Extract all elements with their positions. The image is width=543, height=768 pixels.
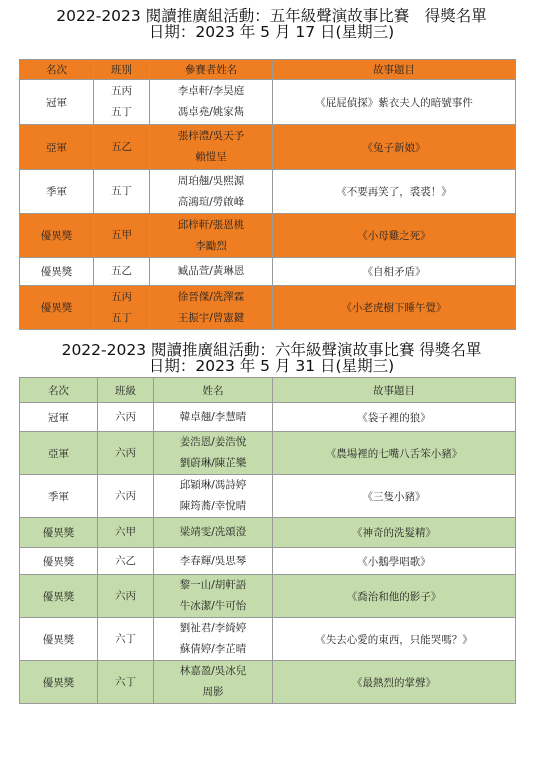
participants-cell xyxy=(154,618,273,661)
participant-names: 李勵烈 xyxy=(195,239,227,252)
class-cell xyxy=(98,575,154,618)
rank-cell: 亞軍 xyxy=(20,125,94,170)
class-cell xyxy=(98,403,154,432)
class-name: 六丙 xyxy=(115,410,136,423)
rank-cell: 優異獎 xyxy=(20,548,98,575)
story-title-cell: 《三隻小豬》 xyxy=(273,475,516,518)
participants-cell xyxy=(154,548,273,575)
class-cell xyxy=(98,432,154,475)
section1-title: 2022-2023 閱讀推廣組活動：五年級聲演故事比賽 得獎名單 xyxy=(56,7,487,25)
header-names: 姓名 xyxy=(154,378,273,403)
header-story: 故事題目 xyxy=(273,378,516,403)
story-title-cell: 《神奇的洗髮精》 xyxy=(273,518,516,548)
section2-title: 2022-2023 閱讀推廣組活動：六年級聲演故事比賽 得獎名單 xyxy=(61,341,482,359)
participants-cell xyxy=(150,80,273,125)
table-row xyxy=(20,170,516,214)
table-row xyxy=(20,475,516,518)
participants-cell xyxy=(150,286,273,330)
grade6-results-table xyxy=(19,377,516,704)
rank-cell: 優異獎 xyxy=(20,518,98,548)
rank-cell: 優異獎 xyxy=(20,618,98,661)
participant-names: 周影 xyxy=(202,686,224,698)
participant-names: 周珀翹/吳熙源 xyxy=(177,174,245,187)
section1-date: 日期：2023 年 5 月 17 日(星期三) xyxy=(148,23,395,41)
participant-names: 韓卓翹/李慧晴 xyxy=(179,410,247,423)
table-row xyxy=(20,80,516,125)
table-row xyxy=(20,286,516,330)
class-cell xyxy=(94,80,150,125)
table-row xyxy=(20,125,516,170)
rank-cell: 優異獎 xyxy=(20,286,94,330)
story-title-cell: 《農場裡的七嘴八舌笨小豬》 xyxy=(273,432,516,475)
class-name: 五乙 xyxy=(111,265,132,277)
class-cell xyxy=(98,475,154,518)
participant-names: 牛冰潔/牛可怡 xyxy=(179,600,247,612)
table-row xyxy=(20,432,516,475)
story-title-cell: 《小鵝學唱歌》 xyxy=(273,548,516,575)
header-story: 故事題目 xyxy=(273,60,516,80)
participants-cell xyxy=(150,214,273,258)
participant-names: 劉蔚琳/陳芷樂 xyxy=(179,457,247,469)
table-row xyxy=(20,214,516,258)
table-row xyxy=(20,575,516,618)
participants-cell xyxy=(154,403,273,432)
participant-names: 臧品萱/黃琳恩 xyxy=(177,265,245,277)
participant-names: 姜浩恩/姜浩悅 xyxy=(179,436,247,448)
rank-cell: 優異獎 xyxy=(20,661,98,704)
class-name: 五丙 xyxy=(111,85,132,97)
class-cell xyxy=(98,618,154,661)
class-name: 六丙 xyxy=(115,489,136,502)
class-cell xyxy=(94,258,150,286)
story-title-cell: 《屁屁偵探》紫衣夫人的暗號事件 xyxy=(273,80,516,125)
story-title-cell: 《不要再笑了，裘裘！》 xyxy=(273,170,516,214)
story-title-cell: 《最熱烈的掌聲》 xyxy=(273,661,516,704)
participants-cell xyxy=(154,661,273,704)
participant-names: 林嘉盈/吳冰兒 xyxy=(179,665,247,677)
class-name: 六甲 xyxy=(115,526,136,538)
class-name: 五乙 xyxy=(111,140,132,153)
story-title-cell: 《袋子裡的狼》 xyxy=(273,403,516,432)
participant-names: 李卓軒/李昊庭 xyxy=(177,85,245,97)
participant-names: 賴愷呈 xyxy=(195,151,227,163)
class-cell xyxy=(98,548,154,575)
class-name: 六丁 xyxy=(115,675,136,688)
table-row xyxy=(20,403,516,432)
participant-names: 李春輝/吳思琴 xyxy=(179,554,247,567)
rank-cell: 冠軍 xyxy=(20,80,94,125)
participant-names: 邱梓軒/張恩桃 xyxy=(177,218,245,231)
participant-names: 劉祉君/李綺婷 xyxy=(179,622,247,634)
participant-names: 黎一山/胡軒語 xyxy=(179,579,247,591)
header-rank: 名次 xyxy=(20,60,94,80)
rank-cell: 季軍 xyxy=(20,475,98,518)
table-row xyxy=(20,518,516,548)
participants-cell xyxy=(150,125,273,170)
participants-cell xyxy=(154,518,273,548)
table-row xyxy=(20,258,516,286)
participants-cell xyxy=(150,258,273,286)
header-names: 參賽者姓名 xyxy=(150,60,273,80)
header-class: 班級 xyxy=(98,378,154,403)
story-title-cell: 《小母雞之死》 xyxy=(273,214,516,258)
class-name: 五丁 xyxy=(111,185,132,197)
participant-names: 馮卓堯/姚家雋 xyxy=(177,106,245,118)
table-row xyxy=(20,661,516,704)
section2-date: 日期：2023 年 5 月 31 日(星期三) xyxy=(148,357,395,375)
story-title-cell: 《小老虎樹下睡午覺》 xyxy=(273,286,516,330)
class-name: 五丙 xyxy=(111,290,132,303)
participant-names: 王振宇/曾憲鍵 xyxy=(177,311,245,324)
participants-cell xyxy=(154,432,273,475)
story-title-cell: 《兔子新娘》 xyxy=(273,125,516,170)
grade5-results-table xyxy=(19,59,516,330)
table-row xyxy=(20,618,516,661)
class-name: 六丙 xyxy=(115,589,136,602)
participant-names: 蘇倩婷/李芷晴 xyxy=(179,643,247,655)
participants-cell xyxy=(150,170,273,214)
rank-cell: 優異獎 xyxy=(20,575,98,618)
participants-cell xyxy=(154,475,273,518)
story-title-cell: 《失去心愛的東西，只能哭嗎？》 xyxy=(273,618,516,661)
class-name: 六丙 xyxy=(115,446,136,459)
participant-names: 徐晉傑/冼澤霖 xyxy=(177,290,245,303)
rank-cell: 優異獎 xyxy=(20,214,94,258)
participants-cell xyxy=(154,575,273,618)
class-name: 六丁 xyxy=(115,632,136,645)
participant-names: 邱穎琳/馮詩婷 xyxy=(179,479,247,491)
class-cell xyxy=(98,661,154,704)
rank-cell: 季軍 xyxy=(20,170,94,214)
story-title-cell: 《喬治和他的影子》 xyxy=(273,575,516,618)
class-cell xyxy=(94,214,150,258)
class-name: 五丁 xyxy=(111,311,132,324)
table-row xyxy=(20,548,516,575)
rank-cell: 優異獎 xyxy=(20,258,94,286)
table-header-row xyxy=(20,60,516,80)
table-header-row xyxy=(20,378,516,403)
rank-cell: 亞軍 xyxy=(20,432,98,475)
class-name: 五丁 xyxy=(111,106,132,118)
participant-names: 高鴻瑄/勞啟峰 xyxy=(177,195,245,208)
participant-names: 陳筠蕎/幸悅晴 xyxy=(179,500,247,512)
rank-cell: 冠軍 xyxy=(20,403,98,432)
header-rank: 名次 xyxy=(20,378,98,403)
class-name: 六乙 xyxy=(115,554,136,567)
class-cell xyxy=(98,518,154,548)
header-class: 班別 xyxy=(94,60,150,80)
class-cell xyxy=(94,125,150,170)
class-cell xyxy=(94,286,150,330)
class-cell xyxy=(94,170,150,214)
participant-names: 梁靖雯/冼頌澄 xyxy=(179,526,247,538)
class-name: 五甲 xyxy=(111,229,132,241)
story-title-cell: 《自相矛盾》 xyxy=(273,258,516,286)
participant-names: 張梓澧/吳天予 xyxy=(177,130,245,142)
